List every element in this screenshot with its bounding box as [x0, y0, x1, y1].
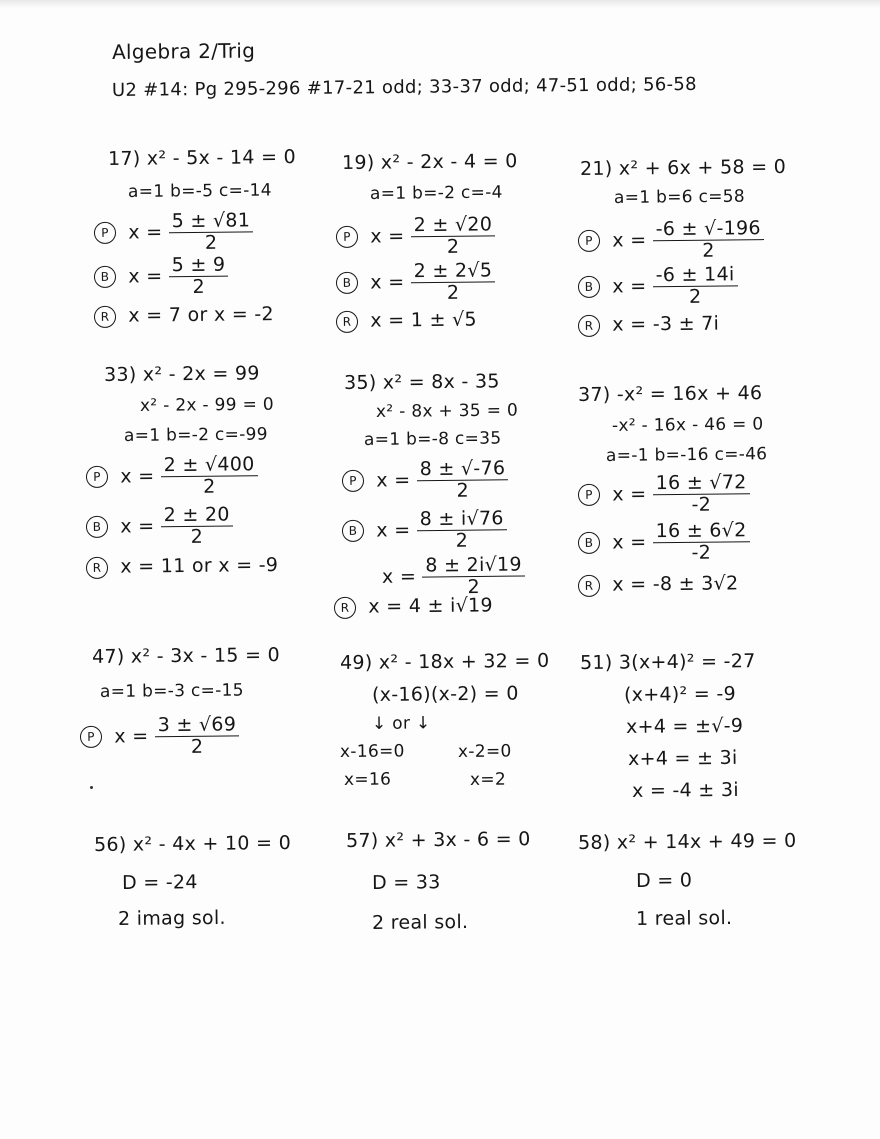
r-circle-icon: R [94, 305, 116, 327]
equation: x² - 5x - 14 = 0 [146, 146, 297, 170]
result: x = 4 ± i√19 [368, 594, 493, 618]
fraction [169, 255, 229, 298]
equation-rewritten: -x² - 16x - 46 = 0 [611, 414, 764, 436]
numerator: -6 ± 14i [653, 264, 738, 287]
numerator: 8 ± i√76 [417, 508, 507, 531]
problem-number: 51) [579, 651, 613, 674]
step-4: x+4 = ± 3i [627, 746, 738, 770]
left-solution: x=16 [343, 769, 392, 790]
left-factor: x-16=0 [339, 741, 405, 762]
fraction [417, 508, 508, 552]
r-circle-icon: R [86, 556, 108, 578]
fraction [155, 714, 240, 758]
denominator: 2 [467, 575, 481, 598]
equation: -x² = 16x + 46 [616, 382, 763, 406]
lhs: x = [120, 515, 155, 538]
problem-number: 21) [579, 157, 613, 180]
result: x = 7 or x = -2 [128, 303, 274, 327]
equation: x² = 8x - 35 [382, 370, 500, 394]
p-step [336, 214, 496, 258]
lhs: x = [128, 221, 163, 244]
p-step [86, 454, 258, 499]
step-5: x = -4 ± 3i [631, 778, 739, 802]
denominator: 2 [192, 275, 206, 298]
equation: x² - 2x = 99 [142, 362, 260, 386]
solution-type: 2 imag sol. [117, 906, 226, 930]
r-circle-icon: R [578, 574, 600, 596]
r-step [86, 554, 279, 579]
numerator: 2 ± 20 [161, 504, 233, 527]
numerator: 5 ± √81 [169, 210, 254, 233]
b-circle-icon: B [336, 272, 358, 294]
denominator: 2 [204, 231, 218, 254]
lhs: x = [370, 225, 405, 248]
numerator: 2 ± √400 [161, 454, 258, 477]
lhs: x = [612, 229, 647, 252]
result: x = -8 ± 3√2 [612, 572, 739, 596]
result: x = 11 or x = -9 [120, 553, 279, 578]
p-step [342, 458, 509, 503]
lhs: x = [612, 483, 647, 506]
r-circle-icon: R [334, 596, 356, 618]
fraction [161, 454, 258, 498]
fraction [169, 210, 254, 254]
branch-arrows: ↓ or ↓ [371, 713, 431, 734]
equation-rewritten: x² - 2x - 99 = 0 [139, 394, 275, 416]
p-circle-icon: P [342, 470, 364, 492]
denominator: 2 [203, 475, 216, 498]
step-2: (x+4)² = -9 [623, 682, 737, 706]
b-step [336, 260, 496, 304]
lhs: x = [612, 275, 647, 298]
denominator: 2 [688, 285, 702, 308]
b-step-simplified [382, 555, 525, 599]
equation-rewritten: x² - 8x + 35 = 0 [375, 400, 519, 422]
p-circle-icon: P [86, 466, 108, 488]
result: x = -3 ± 7i [612, 312, 720, 336]
r-step [334, 594, 493, 618]
discriminant: D = 33 [371, 871, 441, 894]
fraction [422, 555, 525, 599]
coefficients: a=1 b=-5 c=-14 [127, 180, 272, 202]
coefficients: a=1 b=-2 c=-4 [369, 182, 503, 204]
coefficients: a=-1 b=-16 c=-46 [605, 444, 768, 466]
p-circle-icon: P [336, 226, 358, 248]
p-circle-icon: P [578, 230, 600, 252]
lhs: x = [370, 271, 405, 294]
problem-number: 17) [107, 147, 141, 170]
b-step [342, 508, 507, 553]
problem-number: 49) [339, 651, 373, 674]
r-circle-icon: R [578, 314, 600, 336]
fraction [653, 472, 750, 516]
denominator: 2 [455, 529, 469, 552]
lhs: x = [376, 519, 411, 542]
r-step [94, 303, 274, 327]
right-factor: x-2=0 [457, 741, 512, 762]
b-step [578, 520, 750, 565]
lhs: x = [381, 565, 417, 588]
problem-number: 58) [577, 831, 611, 854]
p-circle-icon: P [578, 484, 600, 506]
numerator: 2 ± √20 [411, 214, 496, 237]
coefficients: a=1 b=-3 c=-15 [99, 680, 244, 702]
denominator: 2 [446, 281, 460, 304]
equation: 3(x+4)² = -27 [618, 650, 756, 674]
numerator: 3 ± √69 [155, 714, 240, 737]
p-circle-icon: P [80, 726, 102, 748]
numerator: 2 ± 2√5 [411, 260, 496, 283]
r-step [336, 309, 477, 333]
numerator: 5 ± 9 [169, 255, 229, 278]
factored-form: (x-16)(x-2) = 0 [371, 682, 519, 706]
result: x = 1 ± √5 [370, 308, 477, 332]
problem-number: 56) [93, 833, 127, 856]
numerator: -6 ± √-196 [653, 218, 764, 241]
solution-type: 1 real sol. [635, 906, 733, 930]
fraction [411, 260, 496, 304]
lhs: x = [114, 725, 149, 748]
right-solution: x=2 [469, 769, 507, 790]
b-circle-icon: B [342, 520, 364, 542]
denominator: 2 [190, 735, 204, 758]
lhs: x = [612, 531, 647, 554]
discriminant: D = 0 [635, 869, 693, 892]
lhs: x = [128, 265, 163, 288]
denominator: -2 [691, 493, 712, 516]
lhs: x = [120, 465, 155, 488]
equation: x² + 14x + 49 = 0 [616, 829, 797, 854]
scan-top-edge [0, 0, 880, 8]
fraction [161, 504, 234, 548]
stray-mark [90, 786, 93, 789]
problem-number: 35) [343, 371, 377, 394]
fraction [653, 520, 750, 564]
fraction [411, 214, 496, 258]
equation: x² - 3x - 15 = 0 [130, 644, 281, 668]
equation: x² + 3x - 6 = 0 [384, 828, 531, 852]
denominator: 2 [456, 479, 470, 502]
problem-number: 47) [91, 645, 125, 668]
b-circle-icon: B [94, 266, 116, 288]
numerator: 16 ± √72 [653, 472, 750, 495]
step-3: x+4 = ±√-9 [625, 714, 744, 738]
denominator: -2 [691, 541, 712, 564]
problem-number: 19) [341, 151, 375, 174]
numerator: 16 ± 6√2 [653, 520, 750, 543]
solution-type: 2 real sol. [371, 910, 469, 934]
fraction [417, 458, 509, 502]
p-step [578, 218, 764, 263]
p-circle-icon: P [94, 222, 116, 244]
fraction [653, 218, 765, 262]
r-step [578, 313, 719, 337]
coefficients: a=1 b=-2 c=-99 [123, 424, 268, 446]
lhs: x = [376, 469, 411, 492]
p-step [578, 472, 750, 517]
b-circle-icon: B [86, 516, 108, 538]
equation: x² + 6x + 58 = 0 [618, 155, 787, 180]
denominator: 2 [190, 525, 204, 548]
p-step [80, 714, 240, 758]
denominator: 2 [446, 235, 460, 258]
r-step [578, 572, 739, 596]
problem-number: 37) [577, 383, 611, 406]
b-circle-icon: B [578, 532, 600, 554]
equation: x² - 2x - 4 = 0 [380, 150, 518, 174]
worksheet-title: Algebra 2/Trig [111, 38, 256, 64]
equation: x² - 4x + 10 = 0 [132, 831, 292, 856]
b-circle-icon: B [578, 276, 600, 298]
discriminant: D = -24 [121, 871, 198, 894]
numerator: 8 ± 2i√19 [422, 555, 525, 578]
numerator: 8 ± √-76 [417, 458, 509, 481]
b-step [94, 255, 229, 299]
p-step [94, 210, 254, 254]
coefficients: a=1 b=6 c=58 [613, 186, 746, 208]
denominator: 2 [702, 239, 715, 262]
equation: x² - 18x + 32 = 0 [378, 649, 550, 674]
problem-number: 57) [345, 829, 379, 852]
coefficients: a=1 b=-8 c=35 [363, 428, 502, 450]
assignment-line: U2 #14: Pg 295-296 #17-21 odd; 33-37 odd; 47-51 odd; 56-58 [111, 73, 697, 101]
r-circle-icon: R [336, 310, 358, 332]
b-step [86, 504, 233, 548]
b-step [578, 264, 738, 308]
fraction [653, 264, 738, 308]
problem-number: 33) [103, 363, 137, 386]
